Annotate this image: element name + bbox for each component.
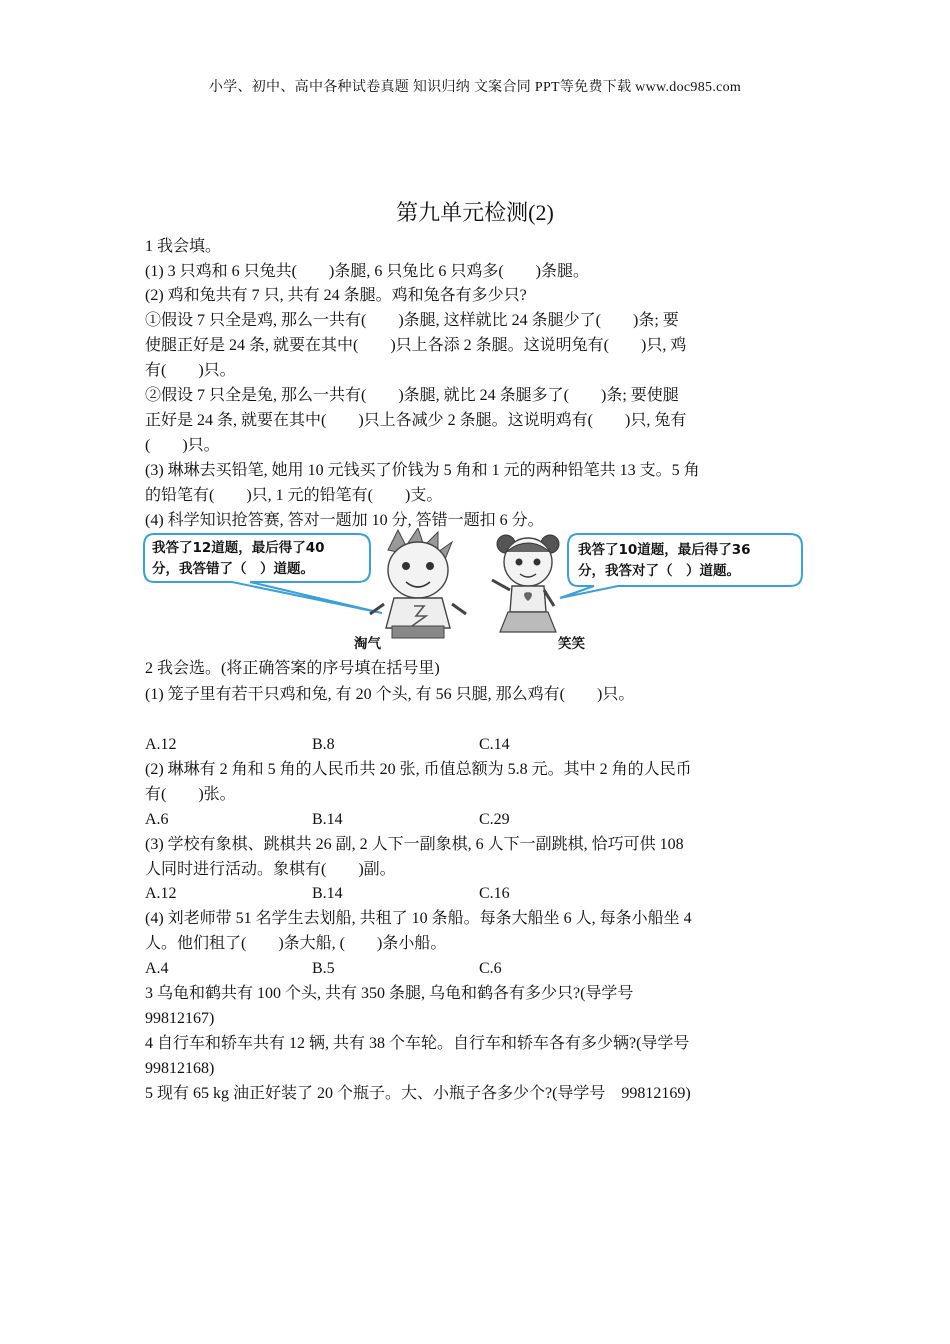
left-bubble-line: 我答了12道题，最后得了40 (152, 540, 325, 556)
question-line: (4) 刘老师带 51 名学生去划船, 共租了 10 条船。每条大船坐 6 人, 每条小船坐 4 (145, 910, 692, 927)
question-line: (1) 笼子里有若干只鸡和兔, 有 20 个头, 有 56 只腿, 那么鸡有( )只。 (145, 686, 635, 703)
option-c: C.14 (479, 736, 510, 753)
right-bubble-line: 分，我答对了（ ）道题。 (578, 563, 740, 579)
question-line: 人。他们租了( )条大船, ( )条小船。 (145, 935, 447, 952)
section-5-question: 5 现有 65 kg 油正好装了 20 个瓶子。大、小瓶子各多少个?(导学号 99812169) (145, 1085, 691, 1102)
girl-name-label: 笑笑 (558, 636, 585, 652)
question-line: 有( )张。 (145, 786, 236, 803)
question-line: ( )只。 (145, 437, 220, 454)
section-4-question: 99812168) (145, 1060, 215, 1077)
option-a: A.12 (145, 736, 177, 753)
option-b: B.14 (312, 885, 343, 902)
section-3-question: 3 乌龟和鹤共有 100 个头, 共有 350 条腿, 乌龟和鹤各有多少只?(导学号 (145, 985, 634, 1002)
question-line: 人同时进行活动。象棋有( )副。 (145, 861, 396, 878)
page-title: 第九单元检测(2) (396, 200, 554, 225)
boy-name-label: 淘气 (354, 636, 381, 652)
question-line: (4) 科学知识抢答赛, 答对一题加 10 分, 答错一题扣 6 分。 (145, 512, 544, 529)
option-b: B.14 (312, 811, 343, 828)
option-a: A.6 (145, 811, 169, 828)
section-1-heading: 1 我会填。 (145, 238, 222, 255)
question-line: (1) 3 只鸡和 6 只兔共( )条腿, 6 只兔比 6 只鸡多( )条腿。 (145, 263, 589, 280)
question-line: 的铅笔有( )只, 1 元的铅笔有( )支。 (145, 487, 443, 504)
section-4-question: 4 自行车和轿车共有 12 辆, 共有 38 个车轮。自行车和轿车各有多少辆?(导学号 (145, 1035, 690, 1052)
boy-figure (370, 528, 466, 638)
option-c: C.29 (479, 811, 510, 828)
option-c: C.16 (479, 885, 510, 902)
section-3-question: 99812167) (145, 1010, 215, 1027)
right-bubble-line: 我答了10道题，最后得了36 (578, 542, 751, 558)
option-a: A.4 (145, 960, 169, 977)
question-line: (3) 琳琳去买铅笔, 她用 10 元钱买了价钱为 5 角和 1 元的两种铅笔共 13 支。5 角 (145, 462, 700, 479)
option-a: A.12 (145, 885, 177, 902)
option-c: C.6 (479, 960, 502, 977)
girl-figure (492, 535, 559, 632)
option-b: B.8 (312, 736, 335, 753)
question-line: 有( )只。 (145, 362, 236, 379)
question-line: 正好是 24 条, 就要在其中( )只上各减少 2 条腿。这说明鸡有( )只, 兔有 (145, 412, 687, 429)
question-line: (2) 鸡和兔共有 7 只, 共有 24 条腿。鸡和兔各有多少只? (145, 287, 527, 304)
question-line: 使腿正好是 24 条, 就要在其中( )只上各添 2 条腿。这说明兔有( )只, 鸡 (145, 337, 687, 354)
question-line: ①假设 7 只全是鸡, 那么一共有( )条腿, 这样就比 24 条腿少了( )条; 要 (145, 312, 679, 329)
page-header: 小学、初中、高中各种试卷真题 知识归纳 文案合同 PPT等免费下载 www.doc985.com (208, 80, 742, 95)
question-line: (2) 琳琳有 2 角和 5 角的人民币共 20 张, 币值总额为 5.8 元。其中 2 角的人民币 (145, 761, 692, 778)
left-bubble-line: 分，我答错了（ ）道题。 (152, 561, 314, 577)
option-b: B.5 (312, 960, 335, 977)
question-line: ②假设 7 只全是兔, 那么一共有( )条腿, 就比 24 条腿多了( )条; 要使腿 (145, 387, 679, 404)
section-2-heading: 2 我会选。(将正确答案的序号填在括号里) (145, 660, 440, 677)
question-line: (3) 学校有象棋、跳棋共 26 副, 2 人下一副象棋, 6 人下一副跳棋, 恰巧可供 108 (145, 836, 684, 853)
